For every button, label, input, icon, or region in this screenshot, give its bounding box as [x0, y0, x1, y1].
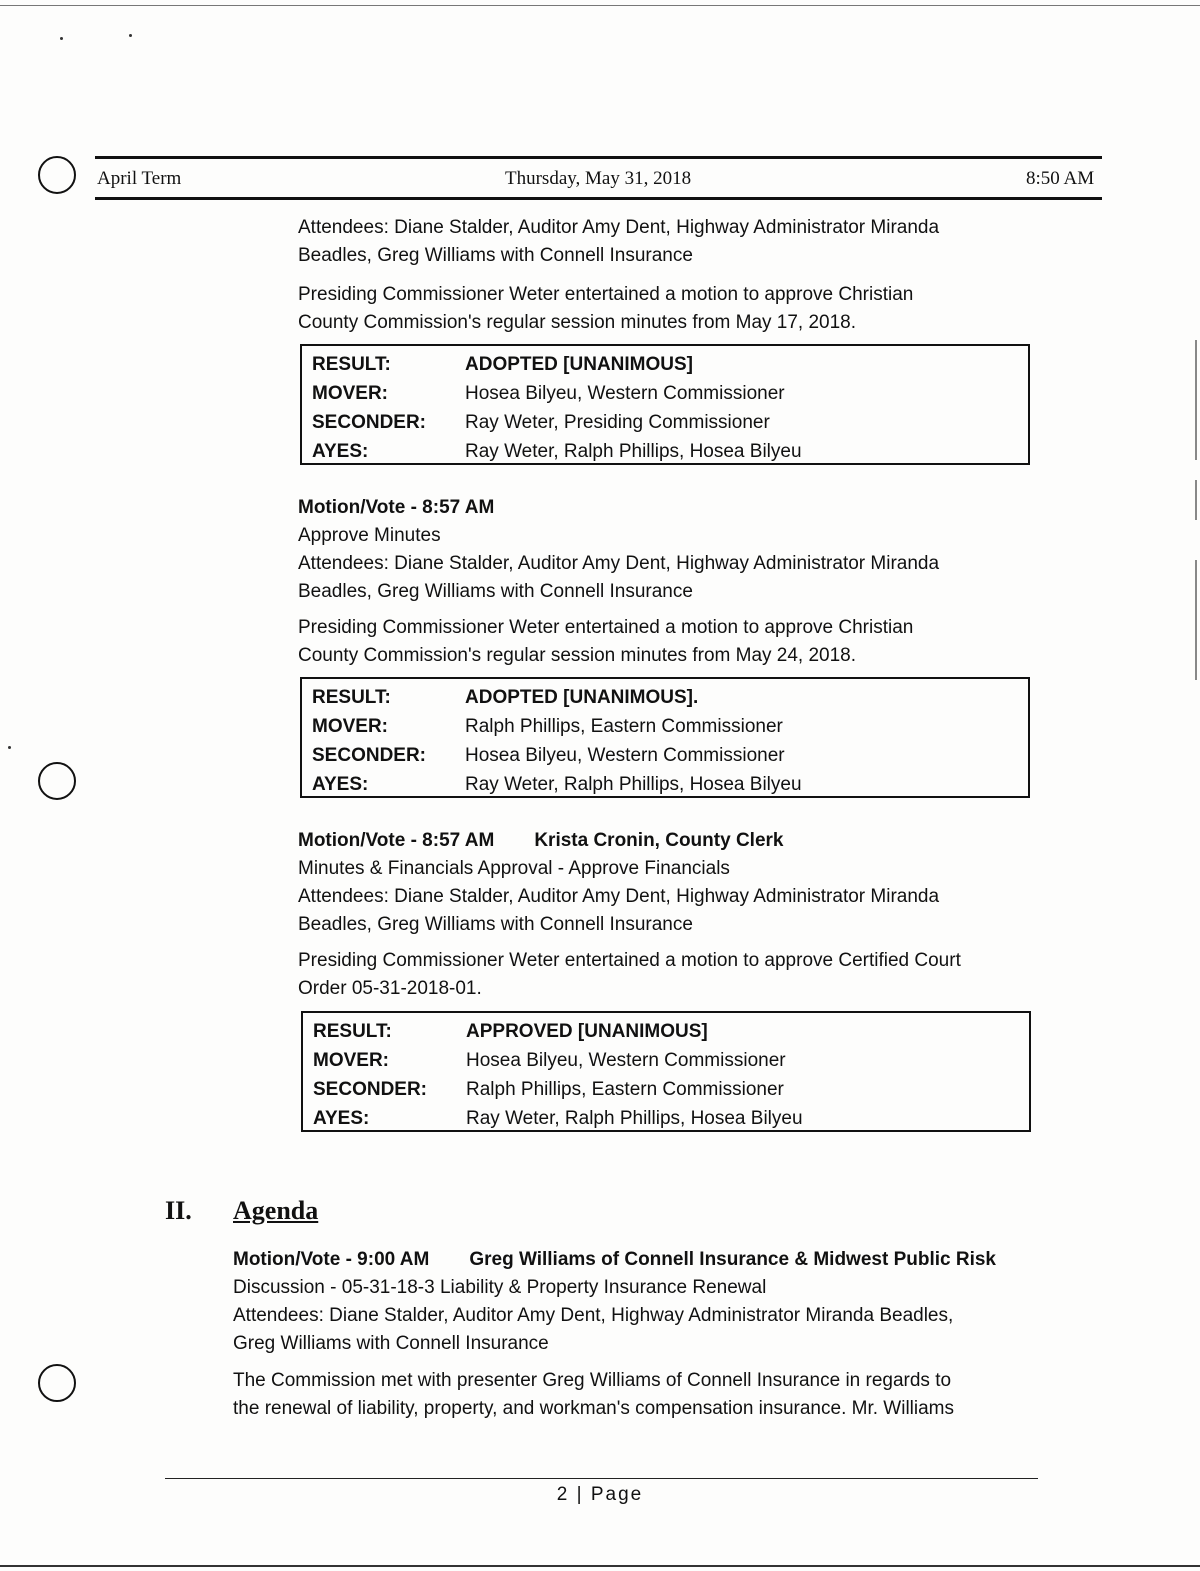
- item2-vote-table: [300, 677, 1030, 798]
- item3-header-block: [298, 827, 939, 939]
- body-line: the renewal of liability, property, and workman's compensation insurance. Mr. Williams: [233, 1398, 954, 1419]
- motion-line: Presiding Commissioner Weter entertained a motion to approve Christian: [298, 617, 914, 638]
- item2-motion-text: [298, 614, 913, 670]
- punch-hole-icon: [38, 1364, 76, 1402]
- item1-attendees: [298, 214, 939, 270]
- vote-ayes-row: [312, 437, 1018, 466]
- seconder-label: SECONDER:: [313, 1079, 428, 1100]
- motion-heading-line: [298, 827, 939, 855]
- motion-line: Order 05-31-2018-01.: [298, 978, 482, 999]
- section-title: Agenda: [233, 1196, 319, 1225]
- mover-value: Hosea Bilyeu, Western Commissioner: [465, 383, 785, 404]
- motion-subject: Approve Minutes: [298, 525, 441, 546]
- scan-edge-mark: [1195, 560, 1197, 680]
- motion-subject: Discussion - 05-31-18-3 Liability & Property Insurance Renewal: [233, 1277, 767, 1298]
- result-value: ADOPTED [UNANIMOUS].: [465, 687, 699, 708]
- vote-result-row: [313, 1017, 1019, 1046]
- ayes-value: Ray Weter, Ralph Phillips, Hosea Bilyeu: [465, 774, 802, 795]
- mover-value: Hosea Bilyeu, Western Commissioner: [466, 1050, 786, 1071]
- attendees-line: Greg Williams with Connell Insurance: [233, 1333, 549, 1354]
- ayes-label: AYES:: [312, 441, 369, 462]
- seconder-value: Ray Weter, Presiding Commissioner: [465, 412, 770, 433]
- attendees-line: Beadles, Greg Williams with Connell Insurance: [298, 245, 693, 266]
- attendees-line: Attendees: Diane Stalder, Auditor Amy Dent, Highway Administrator Miranda: [298, 886, 940, 907]
- vote-result-row: [312, 350, 1018, 379]
- item2-header-block: [298, 494, 939, 606]
- result-label: RESULT:: [312, 354, 391, 375]
- mover-label: MOVER:: [312, 716, 388, 737]
- header-term: April Term: [97, 168, 182, 189]
- vote-result-row: [312, 683, 1018, 712]
- vote-seconder-row: [312, 408, 1018, 437]
- motion-subject: Minutes & Financials Approval - Approve Financials: [298, 858, 730, 879]
- motion-heading: Motion/Vote - 9:00 AM: [233, 1249, 430, 1270]
- punch-hole-icon: [38, 156, 76, 194]
- header-rule-top: [95, 156, 1102, 159]
- scan-speck: [129, 34, 132, 37]
- vote-seconder-row: [312, 741, 1018, 770]
- attendees-line: Attendees: Diane Stalder, Auditor Amy Dent, Highway Administrator Miranda: [298, 217, 940, 238]
- vote-mover-row: [312, 712, 1018, 741]
- item4-header-block: [233, 1246, 996, 1358]
- attendees-line: Beadles, Greg Williams with Connell Insurance: [298, 914, 693, 935]
- footer-rule: [165, 1478, 1038, 1479]
- seconder-label: SECONDER:: [312, 412, 427, 433]
- vote-seconder-row: [313, 1075, 1019, 1104]
- attendees-line: Attendees: Diane Stalder, Auditor Amy Dent, Highway Administrator Miranda: [298, 553, 940, 574]
- item3-vote-table: [301, 1011, 1031, 1132]
- item4-body-text: [233, 1367, 954, 1423]
- header-date: Thursday, May 31, 2018: [505, 168, 692, 189]
- scan-speck: [60, 37, 63, 40]
- attendees-line: Attendees: Diane Stalder, Auditor Amy Dent, Highway Administrator Miranda Beadles,: [233, 1305, 954, 1326]
- item1-motion-text: [298, 281, 913, 337]
- ayes-label: AYES:: [312, 774, 369, 795]
- result-value: APPROVED [UNANIMOUS]: [466, 1021, 708, 1042]
- page-number: 2 | Page: [556, 1484, 644, 1505]
- vote-mover-row: [312, 379, 1018, 408]
- motion-heading: Motion/Vote - 8:57 AM: [298, 830, 495, 851]
- header-rule-bottom: [95, 197, 1102, 200]
- vote-mover-row: [313, 1046, 1019, 1075]
- scan-edge-mark: [1195, 480, 1197, 520]
- punch-hole-icon: [38, 762, 76, 800]
- ayes-label: AYES:: [313, 1108, 370, 1129]
- motion-line: Presiding Commissioner Weter entertained a motion to approve Christian: [298, 284, 914, 305]
- motion-heading-line: [233, 1246, 996, 1274]
- scan-speck: [8, 746, 11, 749]
- header-time: 8:50 AM: [1026, 168, 1095, 189]
- scan-edge-mark: [1195, 340, 1197, 460]
- result-value: ADOPTED [UNANIMOUS]: [465, 354, 693, 375]
- motion-line: Presiding Commissioner Weter entertained a motion to approve Certified Court: [298, 950, 961, 971]
- vote-ayes-row: [312, 770, 1018, 799]
- item1-vote-table: [300, 344, 1030, 465]
- scan-edge-top: [0, 5, 1200, 6]
- result-label: RESULT:: [313, 1021, 392, 1042]
- motion-heading: Motion/Vote - 8:57 AM: [298, 497, 495, 518]
- ayes-value: Ray Weter, Ralph Phillips, Hosea Bilyeu: [465, 441, 802, 462]
- motion-line: County Commission's regular session minutes from May 17, 2018.: [298, 312, 857, 333]
- motion-presenter: Greg Williams of Connell Insurance & Midwest Public Risk: [469, 1249, 996, 1270]
- vote-ayes-row: [313, 1104, 1019, 1133]
- motion-line: County Commission's regular session minutes from May 24, 2018.: [298, 645, 857, 666]
- mover-label: MOVER:: [312, 383, 388, 404]
- seconder-value: Hosea Bilyeu, Western Commissioner: [465, 745, 785, 766]
- result-label: RESULT:: [312, 687, 391, 708]
- body-line: The Commission met with presenter Greg Williams of Connell Insurance in regards to: [233, 1370, 952, 1391]
- mover-label: MOVER:: [313, 1050, 389, 1071]
- motion-presenter: Krista Cronin, County Clerk: [534, 830, 784, 851]
- attendees-line: Beadles, Greg Williams with Connell Insurance: [298, 581, 693, 602]
- section-number: II.: [165, 1196, 192, 1225]
- mover-value: Ralph Phillips, Eastern Commissioner: [465, 716, 783, 737]
- scan-edge-bottom: [0, 1565, 1200, 1567]
- seconder-label: SECONDER:: [312, 745, 427, 766]
- seconder-value: Ralph Phillips, Eastern Commissioner: [466, 1079, 784, 1100]
- item3-motion-text: [298, 947, 961, 1003]
- ayes-value: Ray Weter, Ralph Phillips, Hosea Bilyeu: [466, 1108, 803, 1129]
